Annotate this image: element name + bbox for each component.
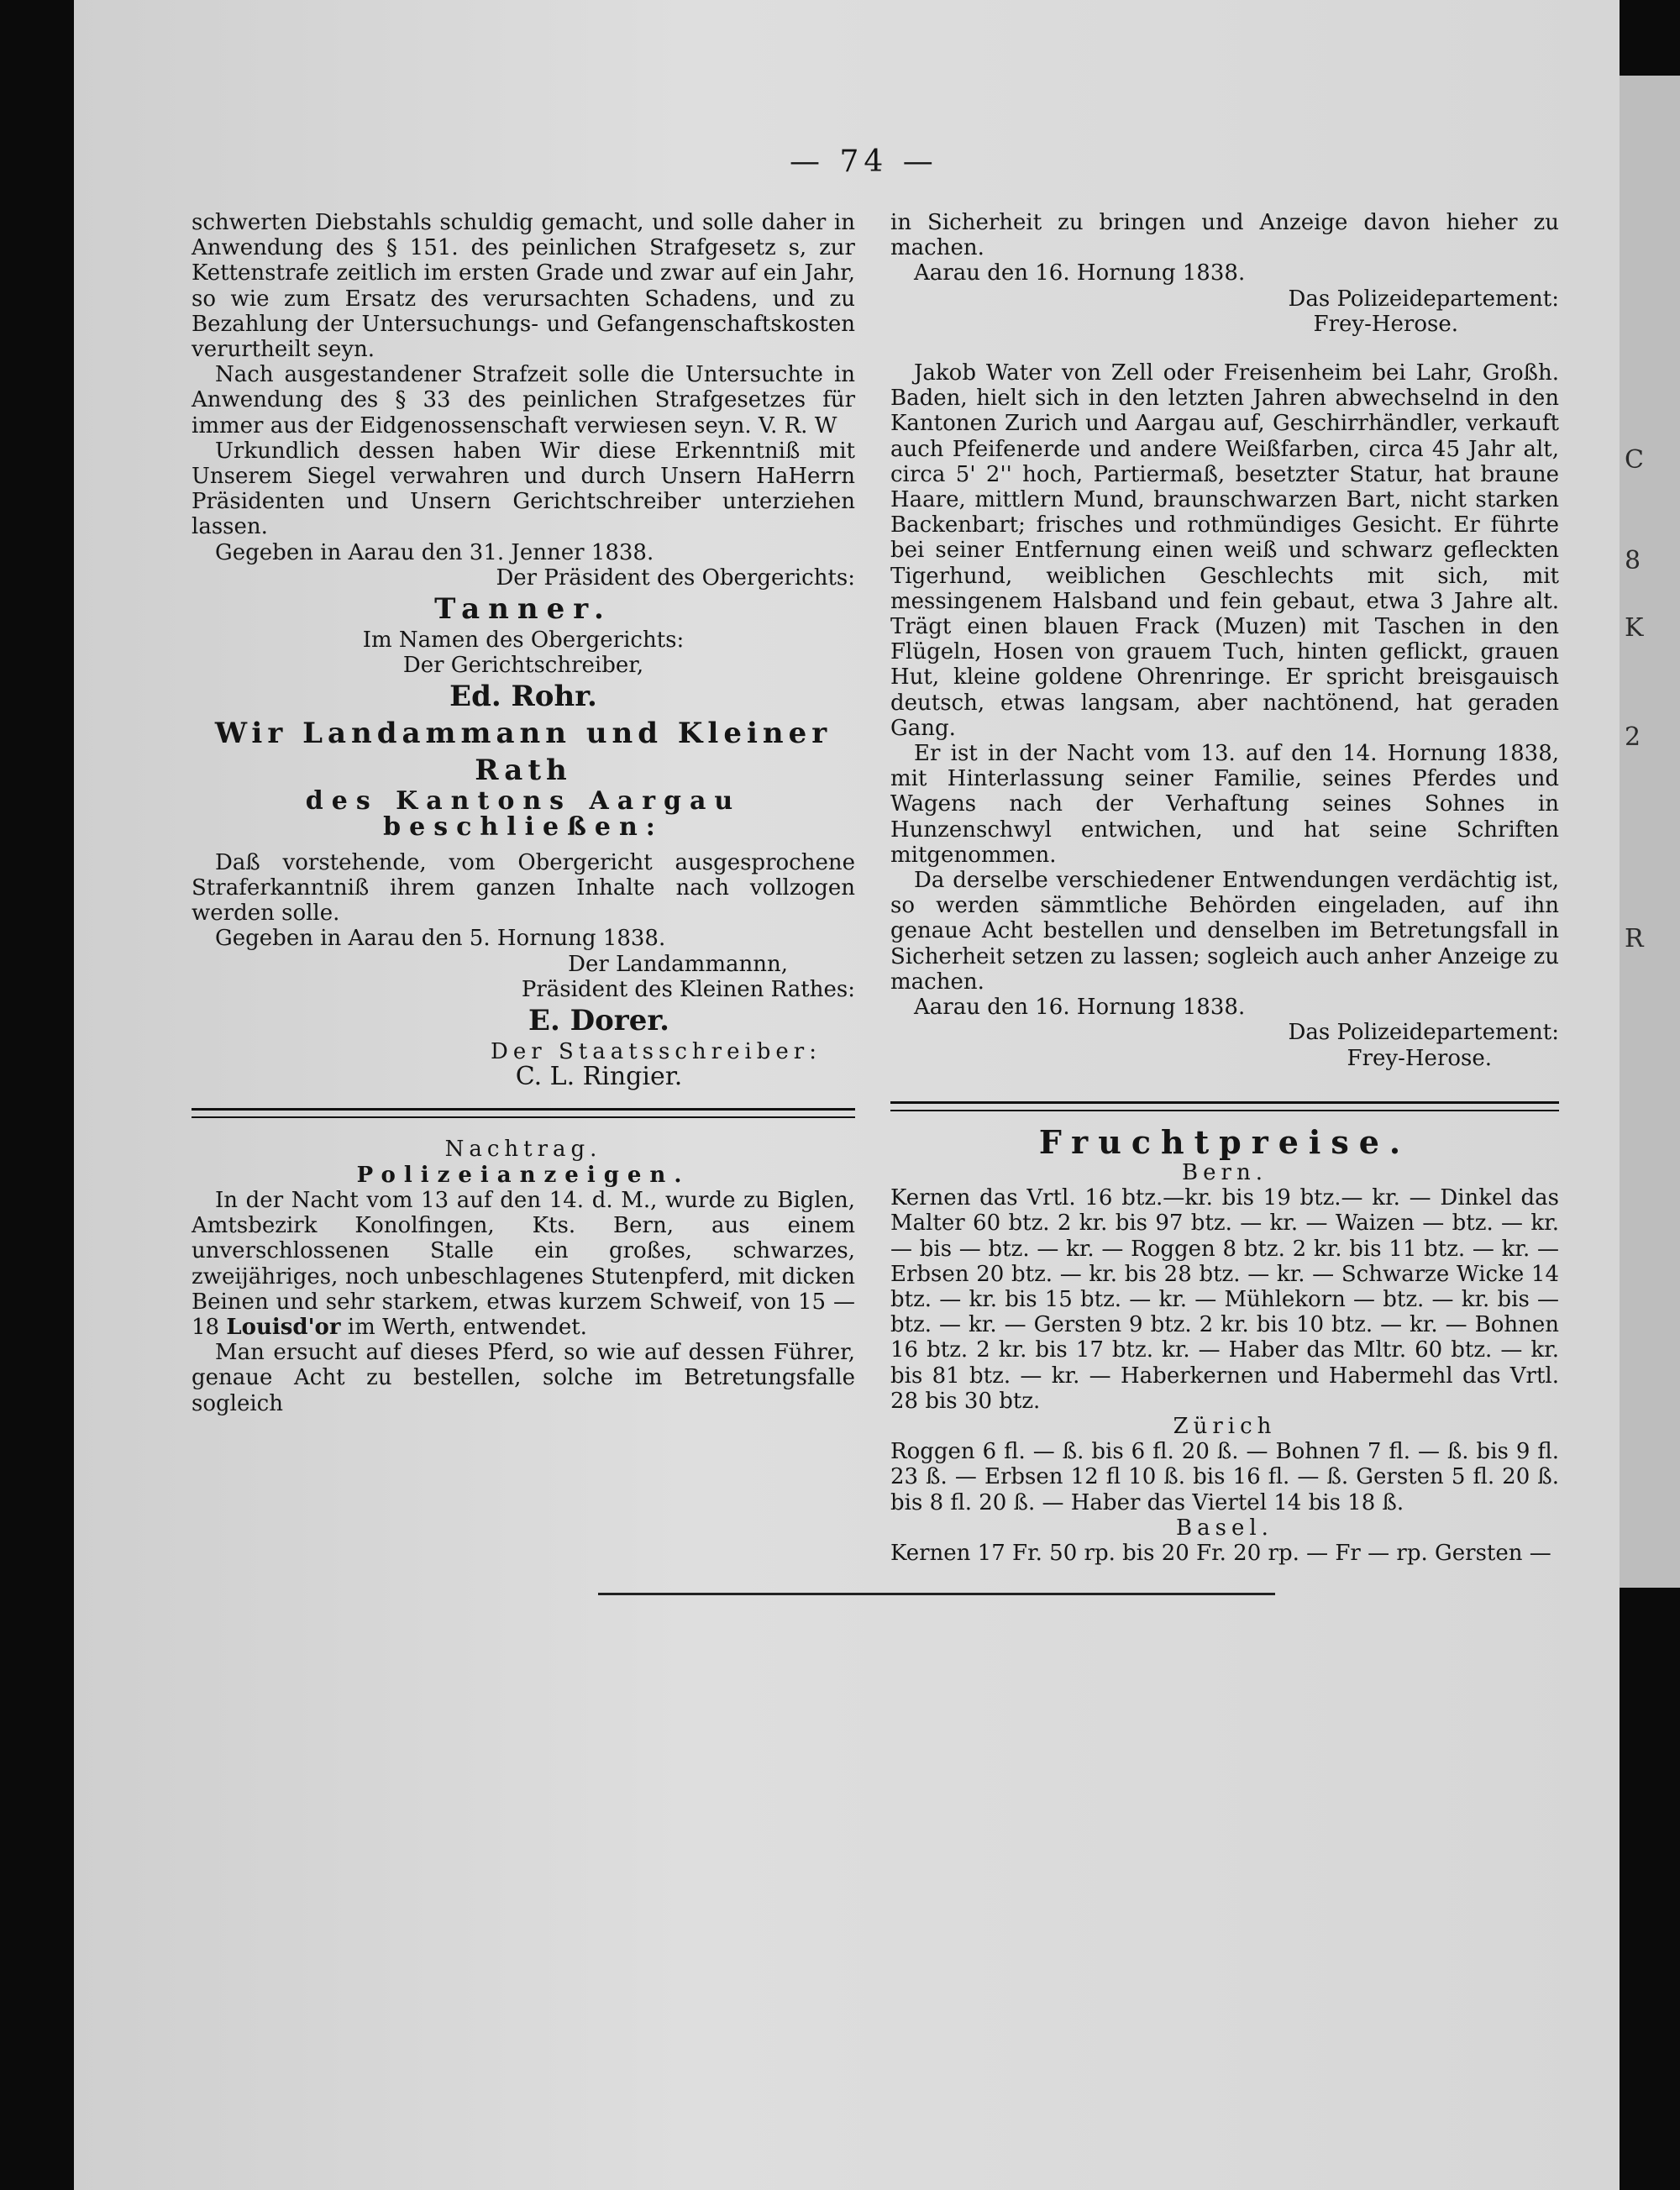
signature-title: Im Namen des Obergerichts:: [362, 628, 685, 654]
signature-title: Präsident des Kleinen Rathes:: [521, 976, 855, 1002]
notice-paragraph: in Sicherheit zu bringen und Anzeige davon hieher zu machen.: [890, 210, 1559, 261]
edge-fragment: R: [1625, 924, 1644, 953]
signature-title: Der Gerichtschreiber,: [402, 653, 644, 679]
signature-title: Der Staatsschreiber:: [491, 1039, 822, 1065]
signature-name: Tanner.: [434, 592, 612, 627]
notice-paragraph: Jakob Water von Zell oder Freisenheim bei Lahr, Großh. Baden, hielt sich in den letzten Jahren abwechselnd in den Kantonen Zurich und Aargau auf, Geschirrhändler, verkauft auch Pfeifenerde und andere Weißfarben, circa 45 Jahr alt, circa 5' 2'' hoch, Partiermaß, besetzter Statur, hat braune Haare, mittlern Mund, braunschwarzen Bart, nicht starken Backenbart; frisches und rothmündiges Gesicht. Er führte bei seiner Entfernung einen weiß und schwarz gefleckten Tigerhund, weiblichen Geschlechts mit sich, mit messingenem Halsband und fein gebaut, etwa 3 Jahre alt. Trägt einen blauen Frack (Muzen) mit Taschen in den Flügeln, Hosen von grauem Tuch, hinten geflickt, grauen Hut, kleine goldene Ohrenringe. Er spricht breisgauisch deutsch, etwas langsam, aber nachtönend, hat geraden Gang.: [890, 360, 1559, 741]
price-paragraph: Roggen 6 fl. — ß. bis 6 fl. 20 ß. — Bohnen 7 fl. — ß. bis 9 fl. 23 ß. — Erbsen 12 fl 10 ß. bis 16 fl. — ß. Gersten 5 fl. 20 ß. bis 8 fl. 20 ß. — Haber das Viertel 14 bis 18 ß.: [890, 1439, 1559, 1515]
signature-name: Frey-Herose.: [1313, 311, 1458, 337]
city-heading: Basel.: [1176, 1515, 1273, 1541]
dated-line: Aarau den 16. Hornung 1838.: [914, 260, 1246, 286]
decree-paragraph: Daß vorstehende, vom Obergericht ausgesprochene Straferkanntniß ihrem ganzen Inhalte nach vollzogen werden solle.: [192, 849, 855, 927]
right-column: [890, 210, 1559, 1566]
dated-line: Gegeben in Aarau den 5. Hornung 1838.: [215, 926, 666, 952]
price-paragraph: Kernen 17 Fr. 50 rp. bis 20 Fr. 20 rp. — Fr — rp. Gersten —: [890, 1540, 1551, 1566]
section-heading: Fruchtpreise.: [1038, 1122, 1411, 1161]
edge-fragment: 2: [1625, 722, 1641, 752]
signature-name: Frey-Herose.: [1347, 1045, 1492, 1071]
signature-title: Das Polizeidepartement:: [1288, 286, 1559, 312]
signature-name: Ed. Rohr.: [449, 680, 597, 714]
verdict-paragraph: schwerten Diebstahls schuldig gemacht, und solle daher in Anwendung des § 151. des peinlichen Strafgesetz s, zur Kettenstrafe zeitlich im ersten Grade und zwar auf ein Jahr, so wie zum Ersatz des verursachten Schadens, und zu Bezahlung der Untersuchungs- und Gefangenschaftskosten verurtheilt seyn.: [192, 210, 855, 363]
city-heading: Bern.: [1182, 1159, 1268, 1185]
notice-text: im Werth, entwendet.: [340, 1314, 587, 1340]
edge-fragment: K: [1625, 613, 1644, 643]
signature-title: Der Landammannn,: [568, 951, 788, 977]
signature-title: Der Präsident des Obergerichts:: [496, 565, 855, 591]
city-heading: Zürich: [1173, 1413, 1277, 1439]
edge-fragment: 8: [1625, 546, 1641, 575]
page-number: — 74 —: [790, 144, 938, 179]
adjacent-page-edge: [1620, 76, 1680, 1588]
section-heading: Polizeianzeigen.: [356, 1162, 690, 1188]
price-paragraph: Kernen das Vrtl. 16 btz.—kr. bis 19 btz.— kr. — Dinkel das Malter 60 btz. 2 kr. bis 97 btz. — kr. — Waizen — btz. — kr. — bis — btz. — kr. — Roggen 8 btz. 2 kr. bis 11 btz. — kr. — Erbsen 20 btz. — kr. bis 28 btz. — kr. — Schwarze Wicke 14 btz. — kr. bis 15 btz. — kr. — Mühlekorn — btz. — kr. bis — btz. — kr. — Gersten 9 btz. 2 kr. bis 10 btz. — kr. — Bohnen 16 btz. 2 kr. bis 17 btz. kr. — Haber das Mltr. 60 btz. — kr. bis 81 btz. — kr. — Haberkernen und Habermehl das Vrtl. 28 bis 30 btz.: [890, 1185, 1559, 1414]
dated-line: Aarau den 16. Hornung 1838.: [914, 995, 1246, 1021]
certification-paragraph: Urkundlich dessen haben Wir diese Erkenntniß mit Unserem Siegel verwahren und durch Unsern HaHerrn Präsidenten und Unsern Gerichtschreiber unterziehen lassen.: [192, 438, 855, 540]
section-divider: [890, 1101, 1559, 1111]
decree-heading: Wir Landammann und Kleiner Rath: [214, 717, 832, 788]
notice-paragraph: Da derselbe verschiedener Entwendungen verdächtig ist, so werden sämmtliche Behörden eingeladen, auf ihn genaue Acht bestellen und denselben im Betretungsfall in Sicherheit setzen zu lassen; sogleich auch anher Anzeige zu machen.: [890, 868, 1559, 995]
page-end-rule: [598, 1593, 1275, 1595]
notice-paragraph: Er ist in der Nacht vom 13. auf den 14. Hornung 1838, mit Hinterlassung seiner Familie, seines Pferdes und Wagens nach der Verhaftung seines Sohnes in Hunzenschwyl entwichen, und hat seine Schriften mitgenommen.: [890, 741, 1559, 868]
dated-line: Gegeben in Aarau den 31. Jenner 1838.: [215, 539, 654, 565]
notice-paragraph: Man ersucht auf dieses Pferd, so wie auf dessen Führer, genaue Acht zu bestellen, solche im Betretungsfalle sogleich: [192, 1340, 855, 1416]
signature-name: C. L. Ringier.: [515, 1062, 683, 1092]
signature-title: Das Polizeidepartement:: [1288, 1020, 1559, 1046]
edge-fragment: C: [1625, 445, 1644, 475]
banishment-paragraph: Nach ausgestandener Strafzeit solle die Untersuchte in Anwendung des § 33 des peinlichen Strafgesetzes für immer aus der Eidgenossenschaft verwiesen seyn. V. R. W: [192, 362, 855, 439]
decree-heading: des Kantons Aargau: [305, 786, 742, 817]
section-heading: Nachtrag.: [444, 1137, 602, 1163]
notice-text: Louisd'or: [226, 1314, 341, 1340]
decree-heading: beschließen:: [383, 811, 664, 842]
notice-text: In der Nacht vom 13 auf den 14. d. M., wurde zu Biglen, Amtsbezirk Konolfingen, Kts. Bern, aus einem unverschlossenen Stalle ein großes, schwarzes, zweijähriges, noch unbeschlagenes Stutenpferd, mit dicken Beinen und sehr starkem, etwas kurzem Schweif, von 15 — 18: [192, 1187, 855, 1340]
section-divider: [192, 1108, 855, 1118]
left-column: [192, 210, 855, 1416]
notice-paragraph: [192, 1188, 855, 1340]
signature-name: E. Dorer.: [528, 1004, 669, 1038]
